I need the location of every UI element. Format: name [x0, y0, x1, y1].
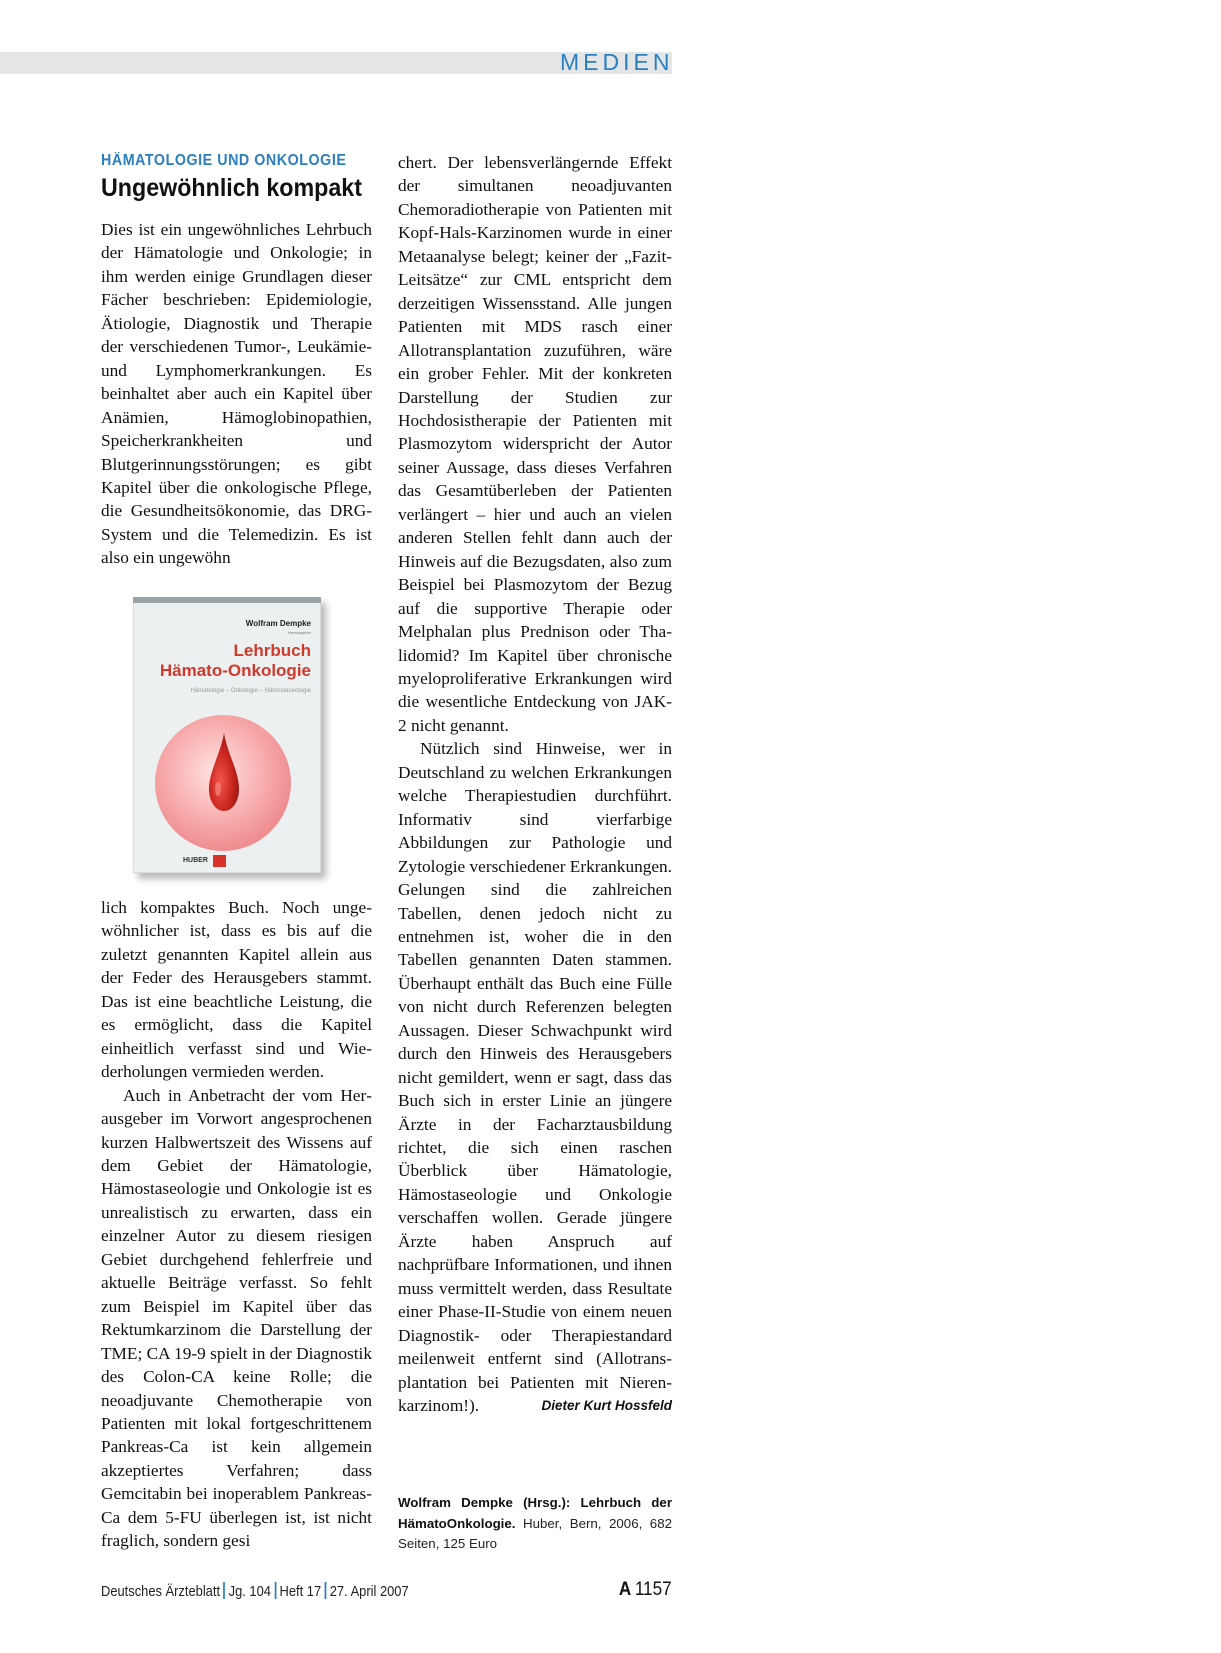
book-cover-top-stripe — [133, 597, 321, 603]
body-column-left-continued — [101, 896, 372, 1553]
footer-divider — [325, 1582, 327, 1599]
body-paragraph: Auch in Anbetracht der vom Herausgeber im Vorwort angesprochenen kurzen Halbwertszeit des Wissens auf dem Gebiet der Hämatologie, Hämostaseologie und Onkologie ist es unrealistisch zu erwarten, dass ein einzelner Autor zu diesem riesigen Gebiet durchgehend fehlerfreie und aktuelle Beiträge verfasst. So fehlt zum Beispiel im Kapitel über das Rektumkarzinom die Darstellung der TME; CA 19-9 spielt in der Diagnostik des Colon-CA keine Rolle; die neoadjuvante Chemotherapie von Patienten mit lokal fortgeschrittenem Pankreas-Ca ist kein allgemein akzeptiertes Verfahren; dass Gemcitabin bei inoperablem Pankreas-Ca dem 5-FU überlegen ist, ist nicht fraglich, sondern gesi — [101, 1085, 372, 1551]
book-cover-title-line1: Lehrbuch — [233, 641, 311, 660]
page-number-value: 1157 — [635, 1579, 672, 1600]
book-cover-subtitle: Hämatologie – Onkologie – Hämostaseologie — [190, 688, 311, 694]
article-kicker: HÄMATOLOGIE UND ONKOLOGIE — [101, 152, 347, 169]
footer-divider — [274, 1582, 276, 1599]
book-cover-pink-circle — [155, 715, 291, 851]
footer-journal: Deutsches Ärzteblatt — [101, 1583, 221, 1600]
footer-date: 27. April 2007 — [329, 1583, 409, 1600]
article-headline: Ungewöhnlich kompakt — [101, 174, 362, 202]
page-prefix: A — [619, 1579, 632, 1600]
body-paragraph: lich kompaktes Buch. Noch ungewöhnlicher ist, dass es bis auf die zuletzt genannten Kapitel allein aus der Feder des Herausgebers stammt. Das ist eine beachtliche Leistung, die es ermöglicht, dass die Kapitel einheitlich verfasst sind und Wiederholungen vermieden werden. — [101, 898, 372, 1082]
book-cover-author-role: Herausgeber — [287, 630, 311, 635]
footer-volume: Jg. 104 — [228, 1583, 271, 1600]
footer-issue: Heft 17 — [279, 1583, 322, 1600]
body-paragraph: Nützlich sind Hinweise, wer in Deutschland zu welchen Erkrankungen welche Therapiestudien durchführt. Informativ sind vierfarbige Abbildungen zur Pathologie und Zytologie verschiedener Erkrankungen. Gelungen sind die zahlreichen Tabellen, denen jedoch nicht zu entnehmen ist, woher die in den Tabellen genannten Daten stammen. Überhaupt enthält das Buch eine Fülle von nicht durch Referenzen belegten Aussagen. Dieser Schwachpunkt wird durch den Hinweis des Herausgebers nicht gemildert, wenn er sagt, dass das Buch sich in erster Linie an jüngere Ärzte in der Facharztausbildung richtet, die sich einen raschen Überblick über Hämatologie, Hämostaseologie und Onkologie verschaffen wollen. Gerade jüngere Ärzte haben Anspruch auf nachprüfbare Informationen, und ihnen muss vermittelt werden, dass Resultate einer Phase-II-Studie von einem neuen Diagnostik- oder Therapiestandard meilenweit entfernt sind (Allotransplantation bei Patienten mit Nierenkarzinom!). — [398, 739, 672, 1416]
biblio-title: Wolfram Dempke (Hrsg.): Lehrbuch der HämatoOnkologie. — [398, 1495, 672, 1531]
body-column-right — [398, 151, 672, 1417]
book-cover-publisher: HUBER — [183, 857, 208, 864]
blood-drop-icon — [207, 731, 241, 813]
publisher-logo-icon — [213, 855, 226, 867]
footer-divider — [223, 1582, 225, 1599]
body-paragraph: Dies ist ein ungewöhnliches Lehrbuch der Hämatologie und Onkologie; in ihm werden einige Grundlagen dieser Fächer beschrieben: Epidemiologie, Ätiologie, Diagnostik und Therapie der verschiedenen Tumor-, Leukämie- und Lymphomerkrankungen. Es beinhaltet aber auch ein Kapitel über Anämien, Hämoglobinopathien, Speicherkrankheiten und Blutgerinnungsstörungen; es gibt Kapitel über die onkologische Pflege, die Gesundheitsökonomie, das DRG-System und die Telemedizin. Es ist also ein ungewöhn — [101, 220, 372, 568]
body-paragraph: chert. Der lebensverlängernde Effekt der simultanen neoadjuvanten Chemoradiotherapie von Patienten mit Kopf-Hals-Karzinomen wurde in einer Metaanalyse belegt; keiner der „Fazit-Leitsätze“ zur CML entspricht dem derzeitigen Wissensstand. Alle jungen Patienten mit MDS rasch einer Allotransplantation zuzuführen, wäre ein grober Fehler. Mit der konkreten Darstellung der Studien zur Hochdosistherapie der Patienten mit Plasmozytom widerspricht der Autor seiner Aussage, dass dieses Verfahren das Gesamtüberleben der Patienten verlängert – hier und auch an vielen anderen Stellen fehlt dann auch der Hinweis auf die Bezugsdaten, also zum Beispiel bei Plasmozytom der Bezug auf die supportive Therapie oder Melphalan plus Prednison oder Thalidomid? Im Kapitel über chronische myeloproliferative Erkrankungen wird die wesentliche Entdeckung von JAK-2 nicht genannt. — [398, 153, 672, 735]
section-label: MEDIEN — [560, 49, 674, 75]
book-cover-author: Wolfram Dempke — [245, 619, 311, 628]
bibliographic-reference — [398, 1493, 672, 1555]
body-paragraph-final — [398, 737, 672, 1417]
page-number — [619, 1579, 672, 1601]
book-cover-title-line2: Hämato-Onkologie — [159, 661, 311, 680]
book-cover-image — [133, 597, 321, 873]
footer-citation — [101, 1582, 409, 1600]
biblio-details: Huber, Bern, 2006, 682 Seiten, 125 Euro — [398, 1515, 672, 1551]
page-footer — [101, 1579, 672, 1603]
review-author: Dieter Kurt Hossfeld — [541, 1398, 672, 1414]
